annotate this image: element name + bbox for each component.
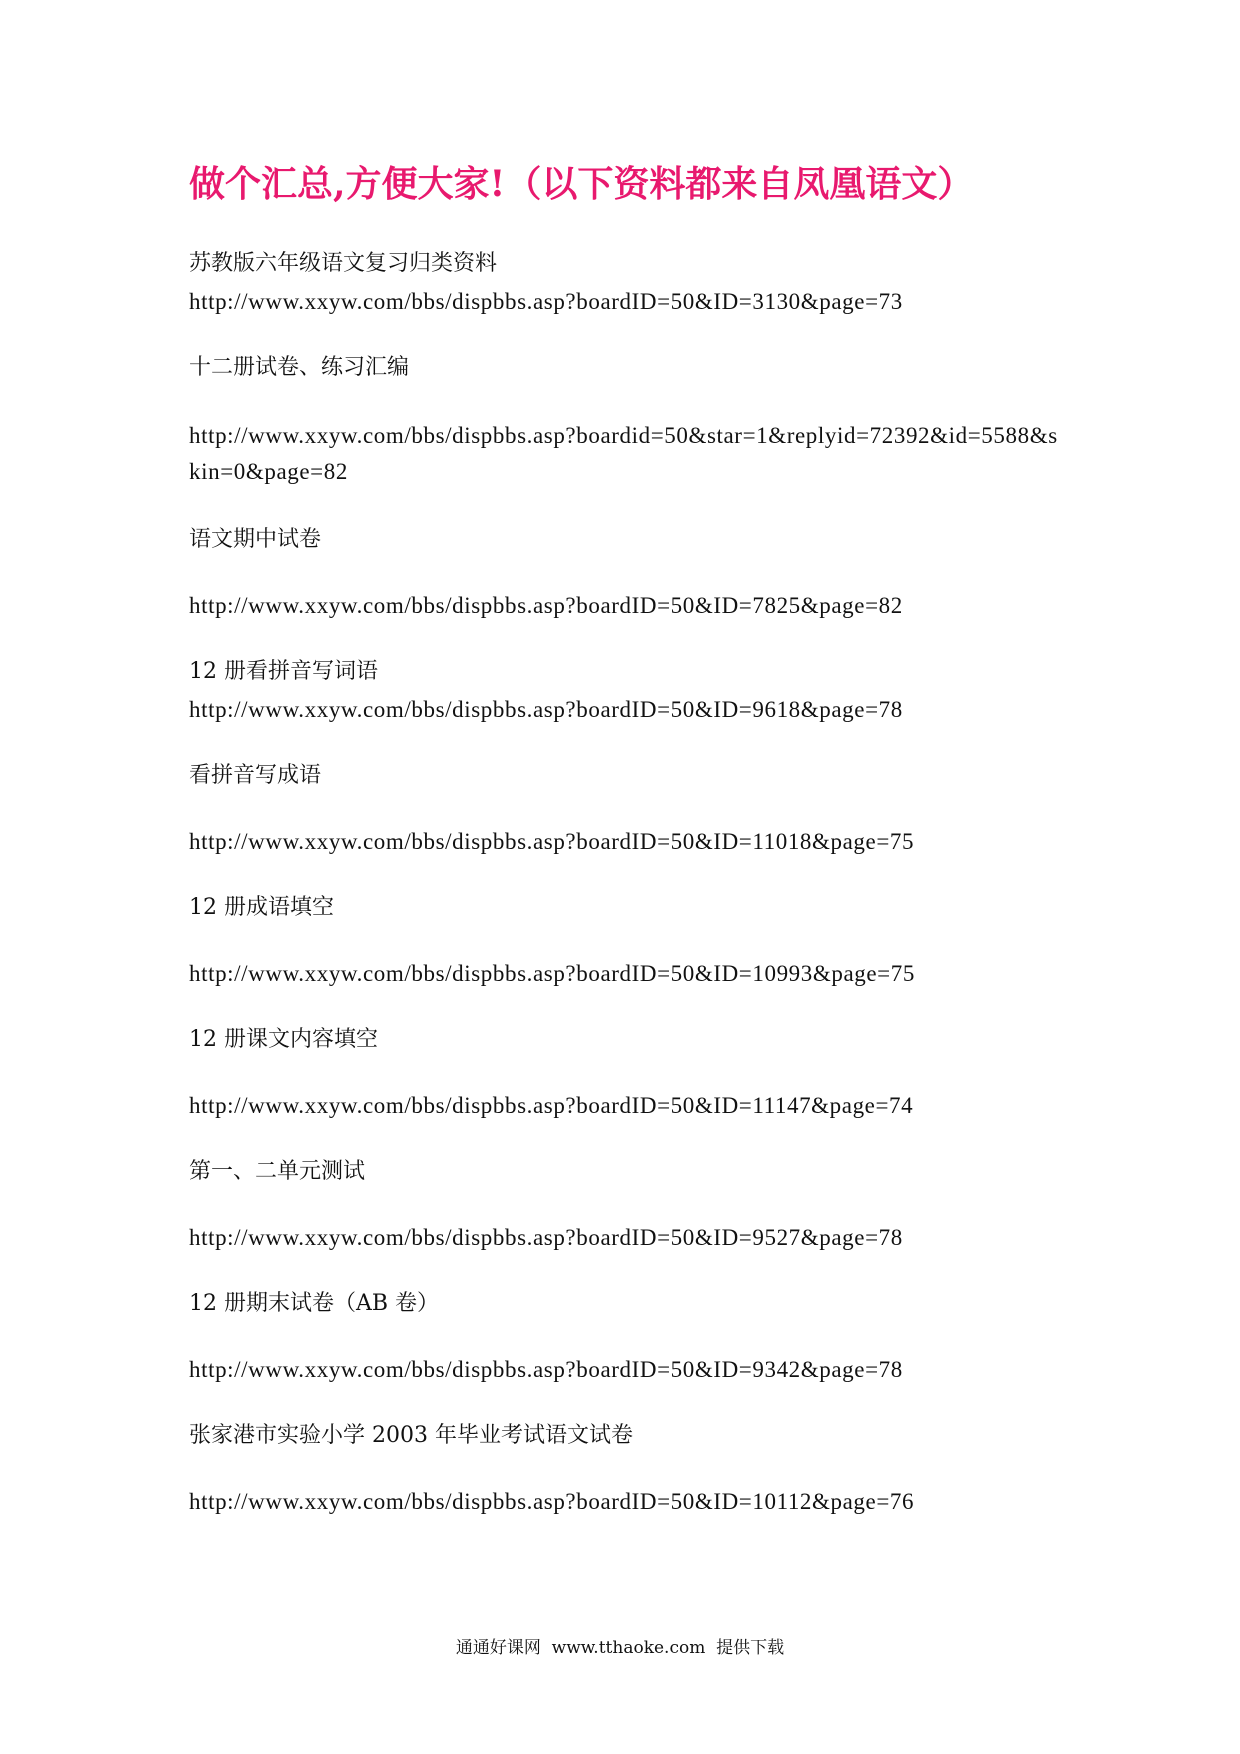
page-footer: 通通好课网 www.tthaoke.com 提供下载 (455, 1638, 785, 1658)
entry-link[interactable]: http://www.xxyw.com/bbs/dispbbs.asp?boardID=50&ID=7825&page=82 (189, 593, 903, 618)
entry-label: 张家港市实验小学 2003 年毕业考试语文试卷 (189, 1423, 633, 1448)
entry-link[interactable]: http://www.xxyw.com/bbs/dispbbs.asp?boardID=50&ID=11147&page=74 (189, 1093, 914, 1118)
entry-label: 12 册成语填空 (189, 895, 334, 920)
entry-link[interactable]: http://www.xxyw.com/bbs/dispbbs.asp?boardID=50&ID=10112&page=76 (189, 1489, 915, 1514)
entry-label: 十二册试卷、练习汇编 (189, 355, 410, 380)
entry-label: 语文期中试卷 (189, 527, 322, 552)
entry-label: 苏教版六年级语文复习归类资料 (189, 251, 498, 276)
entry-link[interactable]: http://www.xxyw.com/bbs/dispbbs.asp?boardid=50&star=1&replyid=72392&id=5588&skin=0&page=82 (189, 423, 1058, 484)
page-title: 做个汇总,方便大家!（以下资料都来自凤凰语文） (189, 163, 974, 205)
entry-link[interactable]: http://www.xxyw.com/bbs/dispbbs.asp?boardID=50&ID=10993&page=75 (189, 961, 915, 986)
entry-link[interactable]: http://www.xxyw.com/bbs/dispbbs.asp?boardID=50&ID=9618&page=78 (189, 697, 903, 722)
entry-link[interactable]: http://www.xxyw.com/bbs/dispbbs.asp?boardID=50&ID=3130&page=73 (189, 289, 903, 314)
entry-label: 12 册课文内容填空 (189, 1027, 378, 1052)
entry-label: 12 册看拼音写词语 (189, 659, 378, 684)
entry-link[interactable]: http://www.xxyw.com/bbs/dispbbs.asp?boardID=50&ID=9527&page=78 (189, 1225, 903, 1250)
entry-label: 看拼音写成语 (189, 763, 322, 788)
entry-link[interactable]: http://www.xxyw.com/bbs/dispbbs.asp?boardID=50&ID=11018&page=75 (189, 829, 915, 854)
entry-label: 12 册期末试卷（AB 卷） (189, 1291, 440, 1316)
entry-link[interactable]: http://www.xxyw.com/bbs/dispbbs.asp?boardID=50&ID=9342&page=78 (189, 1357, 903, 1382)
entry-label: 第一、二单元测试 (189, 1159, 366, 1184)
